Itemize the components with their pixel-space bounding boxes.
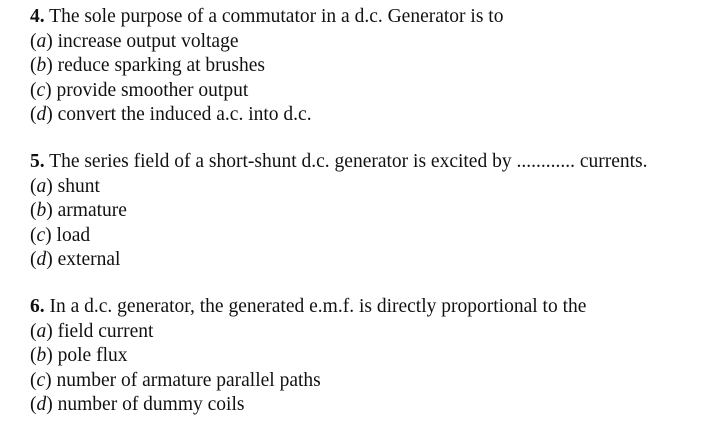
- option-d: (d) external: [30, 249, 121, 271]
- option-letter: b: [36, 55, 47, 77]
- question-stem: [30, 5, 716, 30]
- option-text: load: [56, 224, 91, 246]
- option-b: (b) reduce sparking at brushes: [30, 55, 266, 77]
- question-stem: [30, 150, 716, 175]
- option-letter: d: [36, 249, 47, 271]
- option-text: reduce sparking at brushes: [57, 55, 266, 77]
- option-text: convert the induced a.c. into d.c.: [57, 104, 312, 126]
- option-letter: d: [36, 394, 47, 416]
- option-letter: c: [36, 224, 46, 246]
- option-text: number of armature parallel paths: [56, 369, 321, 391]
- question-5: [30, 150, 716, 273]
- option-d: (d) convert the induced a.c. into d.c.: [30, 104, 312, 126]
- option-c: (c) provide smoother output: [30, 79, 249, 101]
- question-number: 6.: [30, 295, 45, 317]
- option-text: pole flux: [57, 345, 128, 367]
- question-spacer: [30, 128, 716, 150]
- option-a: (a) shunt: [30, 175, 100, 197]
- option-letter: c: [36, 369, 46, 391]
- question-spacer: [30, 273, 716, 295]
- question-4: [30, 5, 716, 128]
- option-letter: a: [36, 320, 47, 342]
- option-text: provide smoother output: [56, 79, 249, 101]
- option-letter: c: [36, 79, 46, 101]
- option-a: (a) increase output voltage: [30, 30, 239, 52]
- question-sheet: [30, 5, 716, 418]
- option-b: (b) pole flux: [30, 345, 128, 367]
- option-text: shunt: [57, 175, 100, 197]
- question-stem: [30, 295, 716, 320]
- option-c: (c) number of armature parallel paths: [30, 369, 321, 391]
- option-letter: b: [36, 345, 47, 367]
- option-letter: b: [36, 200, 47, 222]
- question-text: In a d.c. generator, the generated e.m.f. is directly proportional to the: [49, 295, 587, 317]
- question-text: The sole purpose of a commutator in a d.c. Generator is to: [49, 6, 504, 27]
- question-6: [30, 295, 716, 418]
- option-text: armature: [57, 200, 127, 222]
- question-number: 5.: [30, 150, 45, 172]
- option-letter: a: [36, 175, 47, 197]
- question-number: 4.: [30, 6, 45, 27]
- option-d: (d) number of dummy coils: [30, 394, 245, 416]
- option-text: increase output voltage: [57, 30, 239, 52]
- option-b: (b) armature: [30, 200, 127, 222]
- option-c: (c) load: [30, 224, 91, 246]
- option-letter: a: [36, 30, 47, 52]
- option-text: field current: [57, 320, 154, 342]
- option-text: number of dummy coils: [57, 394, 245, 416]
- option-a: (a) field current: [30, 320, 154, 342]
- option-text: external: [57, 249, 121, 271]
- question-text: The series field of a short-shunt d.c. generator is excited by ............ currents.: [49, 150, 648, 172]
- option-letter: d: [36, 104, 47, 126]
